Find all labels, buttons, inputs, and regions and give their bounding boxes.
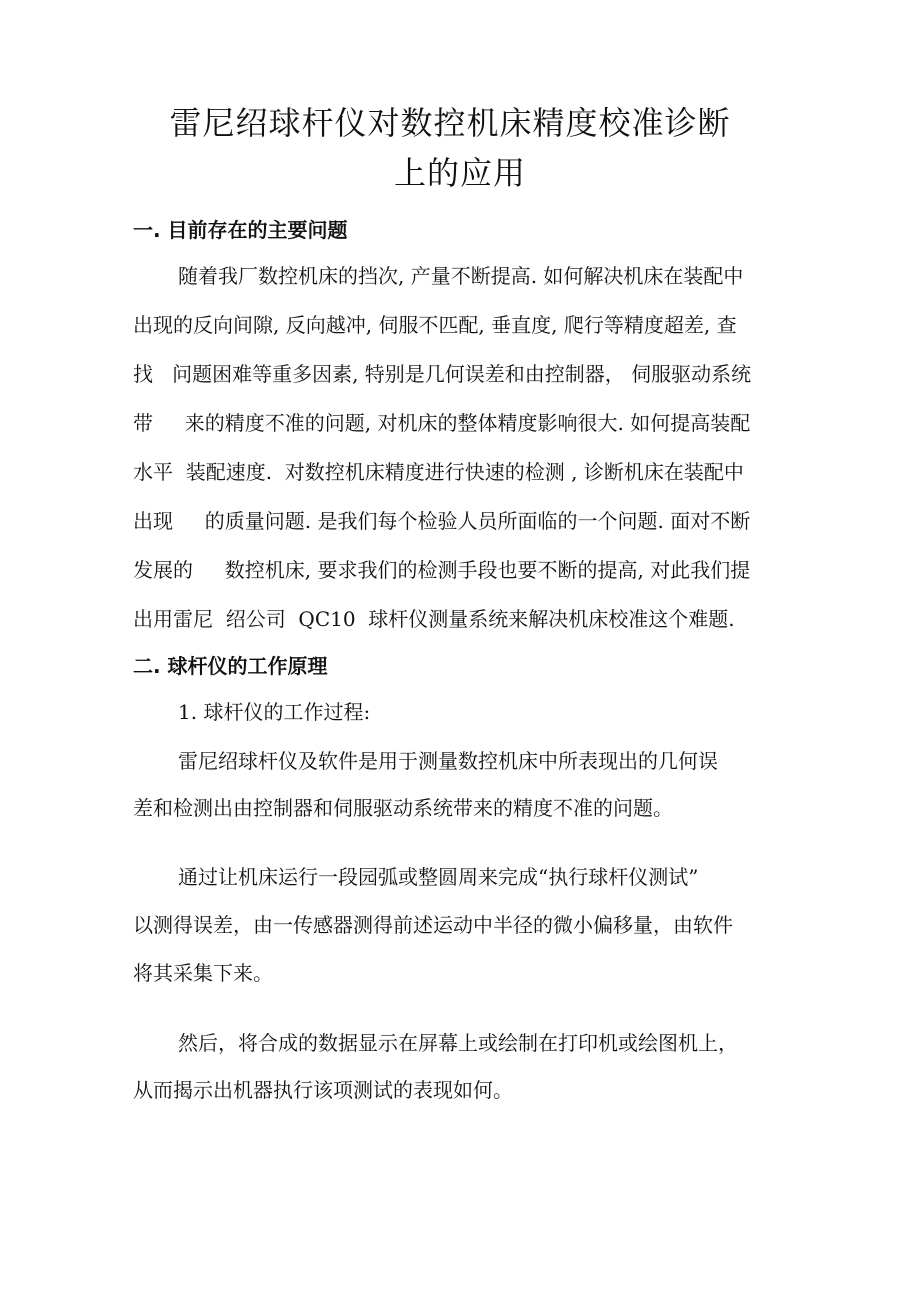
paragraph-2-line: 将其采集下来。	[133, 961, 273, 985]
paragraph-1-line: 差和检测出由控制器和伺服驱动系统带来的精度不准的问题。	[133, 796, 673, 820]
paragraph-3-line: 从而揭示出机器执行该项测试的表现如何。	[133, 1078, 513, 1102]
section-1-paragraph-line: 出现 的质量问题. 是我们每个检验人员所面临的一个问题. 面对不断	[133, 509, 751, 533]
section-1-paragraph-line: 发展的 数控机床, 要求我们的检测手段也要不断的提高, 对此我们提	[133, 558, 751, 582]
section-1-paragraph-line: 带 来的精度不准的问题, 对机床的整体精度影响很大. 如何提高装配	[133, 411, 751, 435]
document-title-line-2: 上的应用	[393, 154, 526, 192]
document-title-line-1: 雷尼绍球杆仪对数控机床精度校准诊断	[169, 104, 731, 142]
paragraph-1-line: 雷尼绍球杆仪及软件是用于测量数控机床中所表现出的几何误	[178, 749, 718, 773]
paragraph-2-line: 以测得误差，由一传感器测得前述运动中半径的微小偏移量，由软件	[133, 913, 733, 937]
section-2-heading: 二. 球杆仪的工作原理	[133, 654, 328, 678]
paragraph-3-line: 然后，将合成的数据显示在屏幕上或绘制在打印机或绘图机上，	[178, 1031, 738, 1055]
section-1-paragraph-line: 水平 装配速度. 对数控机床精度进行快速的检测 , 诊断机床在装配中	[133, 460, 744, 484]
section-1-paragraph-line: 出现的反向间隙, 反向越冲, 伺服不匹配, 垂直度, 爬行等精度超差, 查	[133, 313, 737, 337]
section-1-heading: 一. 目前存在的主要问题	[133, 218, 348, 242]
section-1-paragraph-line: 找 问题困难等重多因素, 特别是几何误差和由控制器， 伺服驱动系统	[133, 362, 752, 386]
section-1-paragraph-line: 随着我厂数控机床的挡次, 产量不断提高. 如何解决机床在装配中	[178, 264, 744, 288]
paragraph-2-line: 通过让机床运行一段园弧或整圆周来完成“执行球杆仪测试”	[178, 865, 699, 889]
section-1-paragraph-line: 出用雷尼 绍公司 QC10 球杆仪测量系统来解决机床校准这个难题.	[133, 607, 735, 631]
section-2-subheading: 1. 球杆仪的工作过程:	[178, 700, 371, 724]
